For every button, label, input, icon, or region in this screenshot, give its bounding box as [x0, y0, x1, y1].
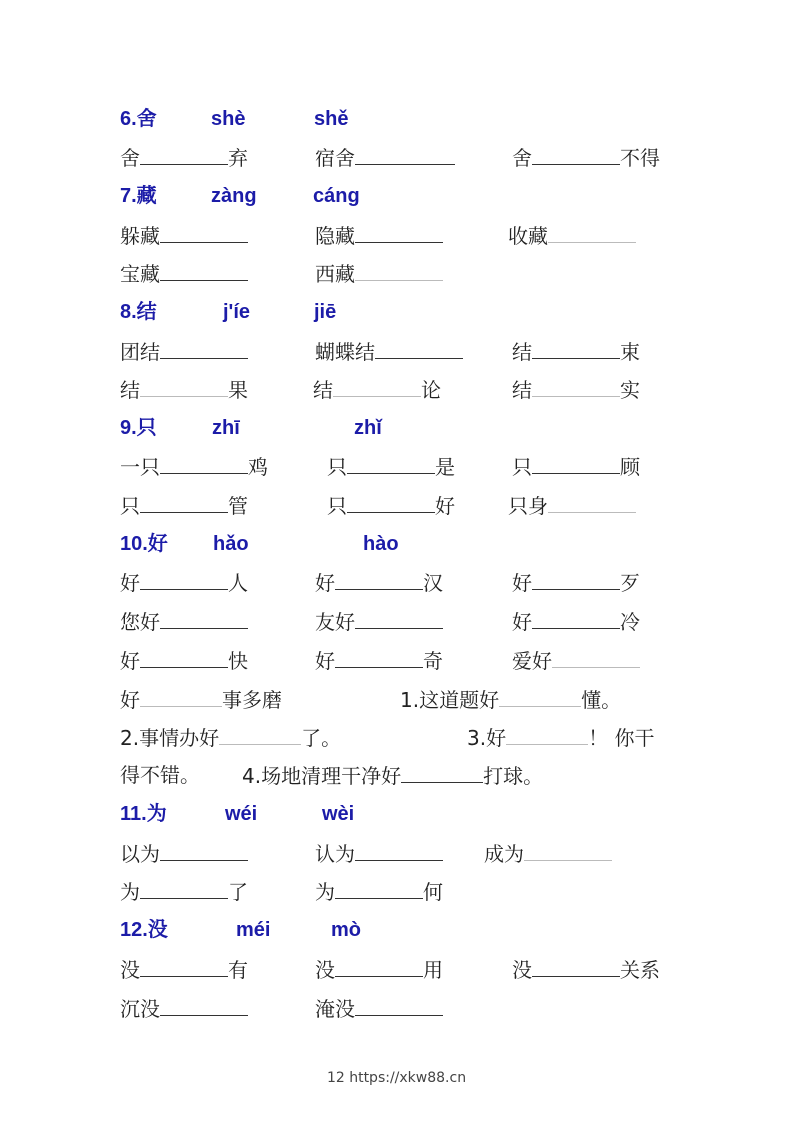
- answer-blank[interactable]: [219, 722, 301, 745]
- word: 为: [315, 880, 335, 904]
- answer-blank[interactable]: [532, 451, 620, 474]
- word: 收藏: [508, 224, 548, 248]
- pinyin: hǎo: [213, 533, 249, 555]
- word: 顾: [620, 455, 640, 479]
- answer-blank[interactable]: [335, 954, 423, 977]
- answer-blank[interactable]: [355, 258, 443, 281]
- pinyin: méi: [236, 919, 271, 941]
- word: 何: [423, 880, 443, 904]
- exercise-item: [120, 258, 248, 289]
- char-heading: 7.藏: [120, 185, 157, 207]
- word: 为: [120, 880, 140, 904]
- sentence-item: [242, 760, 543, 791]
- answer-blank[interactable]: [140, 142, 228, 165]
- word: 淹没: [315, 997, 355, 1021]
- word: 好: [315, 571, 335, 595]
- exercise-item: [315, 954, 443, 985]
- sentence-text: 打球。: [483, 764, 544, 788]
- word: 没: [120, 958, 140, 982]
- word: 好: [120, 649, 140, 673]
- answer-blank[interactable]: [355, 220, 443, 243]
- word: 实: [620, 378, 640, 402]
- answer-blank[interactable]: [548, 220, 636, 243]
- sentence-text: 懂。: [581, 688, 622, 712]
- word: 宝藏: [120, 262, 160, 286]
- answer-blank[interactable]: [499, 684, 581, 707]
- word: 没: [512, 958, 532, 982]
- answer-blank[interactable]: [532, 374, 620, 397]
- answer-blank[interactable]: [160, 606, 248, 629]
- pinyin: shě: [314, 108, 349, 130]
- word: 一只: [120, 455, 160, 479]
- word: 结: [313, 378, 333, 402]
- answer-blank[interactable]: [355, 838, 443, 861]
- exercise-item: [315, 336, 463, 367]
- word: 是: [435, 455, 455, 479]
- word: 您好: [120, 610, 160, 634]
- word: 了: [228, 880, 248, 904]
- word: 好: [512, 610, 532, 634]
- sentence-item: [400, 684, 621, 715]
- sentence-text: 3.好: [467, 726, 507, 750]
- word: 蝴蝶结: [315, 340, 375, 364]
- exercise-item: [512, 645, 640, 676]
- char-heading: 9.只: [120, 417, 157, 439]
- answer-blank[interactable]: [335, 645, 423, 668]
- exercise-item: [120, 490, 248, 521]
- answer-blank[interactable]: [355, 606, 443, 629]
- answer-blank[interactable]: [140, 490, 228, 513]
- pinyin: jiē: [314, 301, 337, 323]
- answer-blank[interactable]: [532, 336, 620, 359]
- word: 认为: [315, 842, 355, 866]
- word: 关系: [620, 958, 660, 982]
- exercise-item: [512, 567, 640, 598]
- word: 结: [512, 340, 532, 364]
- word: 论: [421, 378, 441, 402]
- exercise-item: [508, 490, 636, 521]
- sentence-item: [120, 722, 341, 753]
- answer-blank[interactable]: [160, 258, 248, 281]
- answer-blank[interactable]: [160, 451, 248, 474]
- answer-blank[interactable]: [140, 374, 228, 397]
- exercise-item: [315, 993, 443, 1024]
- pinyin: shè: [211, 108, 246, 130]
- exercise-item: [315, 258, 443, 289]
- word: 不得: [620, 146, 660, 170]
- pinyin: zhī: [212, 417, 240, 439]
- word: 隐藏: [315, 224, 355, 248]
- word: 西藏: [315, 262, 355, 286]
- word: 汉: [423, 571, 443, 595]
- word: 团结: [120, 340, 160, 364]
- char-heading: 12.没: [120, 919, 168, 941]
- exercise-item: [512, 451, 640, 482]
- answer-blank[interactable]: [552, 645, 640, 668]
- answer-blank[interactable]: [160, 336, 248, 359]
- word: 奇: [423, 649, 443, 673]
- word: 只: [327, 455, 347, 479]
- exercise-item: [512, 954, 660, 985]
- answer-blank[interactable]: [347, 451, 435, 474]
- sentence-text: 了。: [301, 726, 342, 750]
- sentence-item: [467, 722, 654, 753]
- exercise-item: [313, 374, 441, 405]
- pinyin: j'íe: [223, 301, 250, 323]
- exercise-item: [120, 684, 282, 715]
- pinyin: wéi: [225, 803, 258, 825]
- exercise-item: [120, 142, 248, 173]
- answer-blank[interactable]: [532, 954, 620, 977]
- word: 只: [120, 494, 140, 518]
- word: 事多磨: [222, 688, 282, 712]
- word: 果: [228, 378, 248, 402]
- exercise-item: [120, 838, 248, 869]
- answer-blank[interactable]: [355, 993, 443, 1016]
- word: 结: [120, 378, 140, 402]
- pinyin: zhǐ: [354, 417, 382, 439]
- word: 以为: [120, 842, 160, 866]
- exercise-item: [315, 220, 443, 251]
- answer-blank[interactable]: [140, 645, 228, 668]
- answer-blank[interactable]: [140, 876, 228, 899]
- answer-blank[interactable]: [335, 876, 423, 899]
- word: 人: [228, 571, 248, 595]
- answer-blank[interactable]: [140, 954, 228, 977]
- answer-blank[interactable]: [335, 567, 423, 590]
- answer-blank[interactable]: [506, 722, 588, 745]
- word: 好: [315, 649, 335, 673]
- word: 爱好: [512, 649, 552, 673]
- answer-blank[interactable]: [375, 336, 463, 359]
- exercise-item: [315, 606, 443, 637]
- exercise-item: [508, 220, 636, 251]
- pinyin: wèi: [322, 803, 355, 825]
- word: 鸡: [248, 455, 268, 479]
- word: 舍: [120, 146, 140, 170]
- word: 只: [327, 494, 347, 518]
- sentence-text: 4.场地清理干净好: [242, 764, 402, 788]
- answer-blank[interactable]: [401, 760, 483, 783]
- exercise-item: [315, 876, 443, 907]
- exercise-item: [120, 606, 248, 637]
- word: 弃: [228, 146, 248, 170]
- answer-blank[interactable]: [532, 606, 620, 629]
- exercise-item: [315, 142, 455, 173]
- word: 只身: [508, 494, 548, 518]
- word: 好: [120, 571, 140, 595]
- char-heading: 11.为: [120, 803, 167, 825]
- sentence-text: 得不错。: [120, 763, 200, 787]
- exercise-item: [484, 838, 612, 869]
- pinyin: zàng: [211, 185, 257, 207]
- exercise-item: [315, 567, 443, 598]
- word: 管: [228, 494, 248, 518]
- exercise-item: [120, 374, 248, 405]
- char-heading: 8.结: [120, 301, 157, 323]
- word: 舍: [512, 146, 532, 170]
- exercise-item: [512, 336, 640, 367]
- sentence-text: ！ 你干: [588, 726, 655, 750]
- word: 有: [228, 958, 248, 982]
- word: 好: [435, 494, 455, 518]
- exercise-item: [120, 220, 248, 251]
- word: 成为: [484, 842, 524, 866]
- pinyin: cáng: [313, 185, 360, 207]
- word: 友好: [315, 610, 355, 634]
- pinyin: mò: [331, 919, 361, 941]
- word: 宿舍: [315, 146, 355, 170]
- answer-blank[interactable]: [532, 567, 620, 590]
- exercise-item: [315, 645, 443, 676]
- exercise-item: [120, 336, 248, 367]
- exercise-item: [512, 606, 640, 637]
- word: 快: [228, 649, 248, 673]
- exercise-item: [120, 954, 248, 985]
- word: 冷: [620, 610, 640, 634]
- exercise-item: [120, 451, 268, 482]
- word: 用: [423, 958, 443, 982]
- answer-blank[interactable]: [548, 490, 636, 513]
- pinyin: hào: [363, 533, 399, 555]
- exercise-item: [315, 838, 443, 869]
- answer-blank[interactable]: [355, 142, 455, 165]
- char-heading: 6.舍: [120, 108, 157, 130]
- word: 歹: [620, 571, 640, 595]
- word: 好: [512, 571, 532, 595]
- page-footer: 12 https://xkw88.cn: [326, 1070, 467, 1086]
- sentence-text: 1.这道题好: [400, 688, 500, 712]
- answer-blank[interactable]: [524, 838, 612, 861]
- exercise-item: [120, 993, 248, 1024]
- char-heading: 10.好: [120, 533, 168, 555]
- exercise-item: [512, 142, 660, 173]
- exercise-item: [120, 567, 248, 598]
- exercise-item: [512, 374, 640, 405]
- exercise-item: [327, 490, 455, 521]
- word: 没: [315, 958, 335, 982]
- answer-blank[interactable]: [160, 993, 248, 1016]
- word: 好: [120, 688, 140, 712]
- answer-blank[interactable]: [160, 220, 248, 243]
- sentence-text: 2.事情办好: [120, 726, 220, 750]
- answer-blank[interactable]: [140, 684, 222, 707]
- answer-blank[interactable]: [160, 838, 248, 861]
- answer-blank[interactable]: [333, 374, 421, 397]
- word: 束: [620, 340, 640, 364]
- word: 结: [512, 378, 532, 402]
- answer-blank[interactable]: [347, 490, 435, 513]
- answer-blank[interactable]: [140, 567, 228, 590]
- word: 沉没: [120, 997, 160, 1021]
- word: 躲藏: [120, 224, 160, 248]
- exercise-item: [327, 451, 455, 482]
- word: 只: [512, 455, 532, 479]
- exercise-item: [120, 645, 248, 676]
- exercise-item: [120, 876, 248, 907]
- answer-blank[interactable]: [532, 142, 620, 165]
